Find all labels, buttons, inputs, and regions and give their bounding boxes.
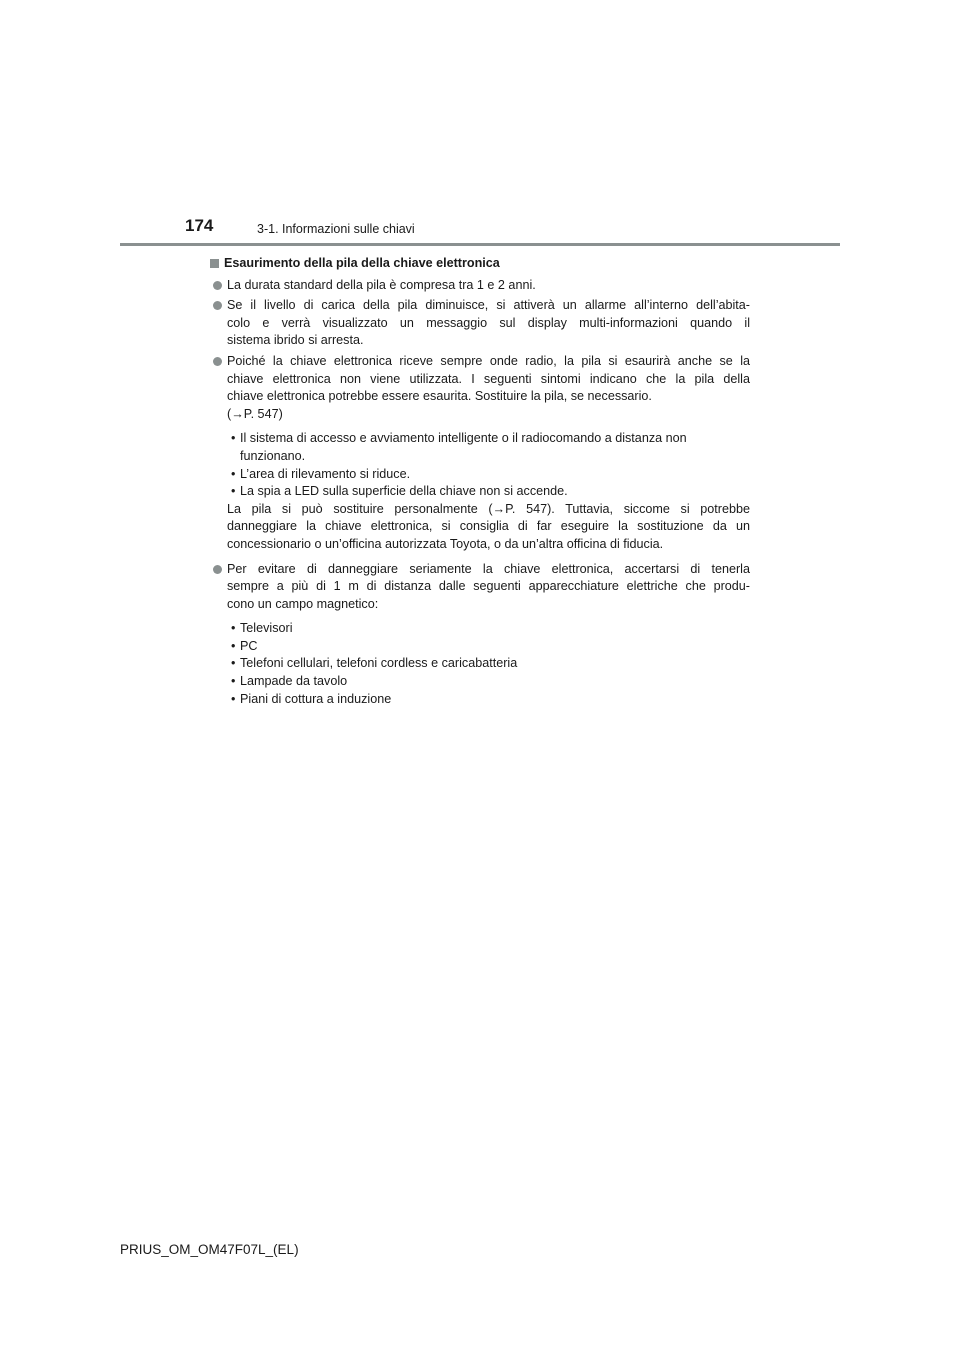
- item-line: chiave elettronica non viene utilizzata. I seguenti sintomi indicano che la pila della: [227, 371, 750, 386]
- section-title-text: Esaurimento della pila della chiave elettronica: [224, 256, 500, 270]
- replacement-note: [227, 501, 750, 554]
- item-line: Se il livello di carica della pila diminuisce, si attiverà un allarme all’interno dell’abita-: [227, 298, 750, 313]
- device-item: [227, 620, 750, 638]
- symptom-list: [227, 430, 750, 553]
- list-item: [210, 297, 750, 350]
- bullet-glyph: •: [231, 431, 236, 446]
- device-item: [227, 655, 750, 673]
- device-label: Televisori: [240, 621, 293, 636]
- symptom-item: [227, 483, 750, 501]
- document-code: PRIUS_OM_OM47F07L_(EL): [120, 1242, 299, 1257]
- device-label: Lampade da tavolo: [240, 674, 348, 689]
- item-line: Per evitare di danneggiare seriamente la chiave elettronica, accertarsi di tenerla: [227, 561, 750, 576]
- note-line: La pila si può sostituire personalmente (→P. 547). Tuttavia, siccome si potrebbe: [227, 501, 750, 516]
- bullet-glyph: •: [231, 674, 236, 689]
- symptom-line: L’area di rilevamento si riduce.: [240, 466, 411, 481]
- item-line: sistema ibrido si arresta.: [227, 333, 364, 348]
- symptom-item: [227, 466, 750, 484]
- item-line: chiave elettronica potrebbe essere esaurita. Sostituire la pila, se necessario.: [227, 389, 652, 404]
- dot-icon: [213, 301, 222, 310]
- page-number: 174: [185, 216, 214, 235]
- bullet-glyph: •: [231, 691, 236, 706]
- symptom-line: La spia a LED sulla superficie della chiave non si accende.: [240, 484, 568, 499]
- item-line: cono un campo magnetico:: [227, 596, 379, 611]
- list-item: [210, 353, 750, 554]
- square-icon: [210, 259, 219, 268]
- list-item: [210, 277, 750, 295]
- symptom-line: Il sistema di accesso e avviamento intelligente o il radiocomando a distanza non: [240, 431, 687, 446]
- dot-icon: [213, 281, 222, 290]
- item-line: sempre a più di 1 m di distanza dalle seguenti apparecchiature elettriche che produ-: [227, 579, 750, 594]
- dot-icon: [213, 565, 222, 574]
- device-item: [227, 638, 750, 656]
- device-label: Telefoni cellulari, telefoni cordless e caricabatteria: [240, 656, 518, 671]
- item-line: colo e verrà visualizzato un messaggio sul display multi-informazioni quando il: [227, 315, 750, 330]
- bullet-glyph: •: [231, 484, 236, 499]
- page-reference: (→P. 547): [227, 406, 283, 421]
- device-item: [227, 673, 750, 691]
- note-line: concessionario o un’officina autorizzata Toyota, o da un’altra officina di fiducia.: [227, 536, 664, 551]
- bullet-glyph: •: [231, 621, 236, 636]
- item-line: Poiché la chiave elettronica riceve sempre onde radio, la pila si esaurirà anche se la: [227, 353, 750, 368]
- chapter-title: 3-1. Informazioni sulle chiavi: [257, 222, 415, 236]
- bullet-glyph: •: [231, 638, 236, 653]
- device-label: Piani di cottura a induzione: [240, 691, 392, 706]
- content-area: [210, 255, 750, 711]
- bullet-glyph: •: [231, 656, 236, 671]
- item-text: La durata standard della pila è compresa tra 1 e 2 anni.: [227, 277, 536, 292]
- section-title: [210, 255, 750, 273]
- bullet-glyph: •: [231, 466, 236, 481]
- symptom-item: [227, 430, 750, 465]
- note-line: danneggiare la chiave elettronica, si consiglia di far eseguire la sostituzione da un: [227, 519, 750, 534]
- list-item: [210, 561, 750, 709]
- device-item: [227, 691, 750, 709]
- device-list: [227, 620, 750, 708]
- symptom-line: funzionano.: [240, 448, 306, 463]
- dot-icon: [213, 357, 222, 366]
- device-label: PC: [240, 638, 258, 653]
- header-rule: [120, 243, 840, 246]
